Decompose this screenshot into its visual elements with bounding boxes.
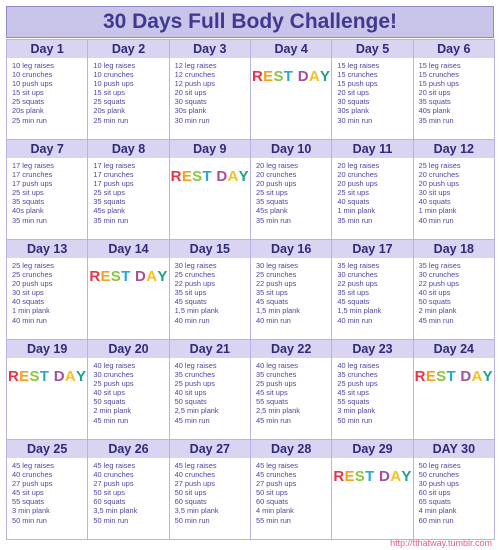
exercise-item: 1 min plank	[337, 206, 376, 216]
exercise-list	[332, 358, 412, 425]
exercise-list	[170, 258, 250, 325]
exercise-item: 10 push ups	[12, 79, 53, 89]
exercise-item: 45s plank	[93, 206, 125, 216]
exercise-item: 55 squats	[256, 397, 289, 407]
exercise-item: 30 squats	[337, 97, 370, 107]
exercise-item: 60 squats	[256, 497, 289, 507]
exercise-item: 35 min run	[12, 215, 47, 225]
exercise-item: 20 push ups	[256, 179, 297, 189]
day-label: Day 22	[251, 340, 331, 358]
exercise-item: 35 leg raises	[337, 261, 380, 270]
exercise-list	[7, 158, 87, 225]
day-label: Day 19	[7, 340, 87, 358]
exercise-item: 65 squats	[418, 497, 451, 507]
exercise-item: 25 push ups	[337, 379, 378, 389]
exercise-item: 50 min run	[174, 515, 210, 525]
day-label: Day 6	[414, 40, 494, 58]
exercise-item: 12 leg raises	[174, 61, 217, 70]
exercise-item: 45s plank	[256, 206, 288, 216]
exercise-item: 25 leg raises	[418, 161, 461, 170]
exercise-item: 40s plank	[418, 106, 451, 116]
exercise-item: 50 min run	[337, 415, 373, 425]
exercise-item: 20s plank	[12, 106, 44, 116]
exercise-item: 3,5 min plank	[174, 506, 219, 516]
exercise-list	[170, 458, 250, 525]
exercise-item: 20 push ups	[418, 179, 459, 189]
exercise-item: 1,5 min plank	[337, 306, 382, 316]
exercise-item: 45 sit ups	[12, 488, 44, 498]
exercise-item: 45 squats	[256, 297, 289, 307]
day-label: Day 25	[7, 440, 87, 458]
watermark-url: http://tthatway.tumblr.com	[390, 538, 492, 548]
exercise-item: 35 min run	[93, 215, 129, 225]
exercise-item: 25 push ups	[93, 379, 134, 389]
day-cell	[332, 240, 413, 340]
exercise-item: 40 leg raises	[256, 361, 298, 370]
exercise-item: 40 crunches	[93, 470, 134, 480]
exercise-item: 27 push ups	[174, 479, 215, 489]
exercise-item: 30 leg raises	[256, 261, 298, 270]
day-cell	[88, 340, 169, 440]
exercise-item: 15 sit ups	[12, 88, 44, 98]
exercise-item: 30 squats	[174, 97, 207, 107]
exercise-item: 25 crunches	[12, 270, 53, 280]
exercise-item: 25 crunches	[174, 270, 215, 280]
day-label: Day 16	[251, 240, 331, 258]
exercise-item: 40 squats	[418, 197, 451, 207]
day-label: Day 18	[414, 240, 494, 258]
exercise-item: 50 sit ups	[174, 488, 207, 498]
exercise-item: 10 push ups	[93, 79, 134, 89]
exercise-item: 50 squats	[418, 297, 451, 307]
exercise-list	[332, 158, 412, 225]
exercise-item: 40 sit ups	[93, 388, 125, 398]
rest-day-label: REST DAY	[170, 168, 249, 185]
exercise-list	[88, 458, 168, 525]
day-label: Day 11	[332, 140, 412, 158]
exercise-item: 35 sit ups	[174, 288, 207, 298]
day-label: Day 1	[7, 40, 87, 58]
exercise-item: 45 min run	[256, 415, 291, 425]
exercise-list	[332, 58, 412, 125]
exercise-list	[332, 258, 412, 325]
exercise-list	[170, 358, 250, 425]
day-cell	[251, 140, 332, 240]
exercise-item: 40s plank	[12, 206, 44, 216]
day-cell	[332, 40, 413, 140]
exercise-list	[88, 358, 168, 425]
day-grid	[6, 39, 495, 540]
exercise-item: 20 sit ups	[174, 88, 207, 98]
day-cell	[414, 340, 495, 440]
day-label: Day 12	[414, 140, 494, 158]
exercise-item: 30s plank	[174, 106, 207, 116]
day-cell	[251, 240, 332, 340]
exercise-item: 25 squats	[93, 97, 126, 107]
exercise-item: 35 min run	[337, 215, 373, 225]
exercise-item: 40 leg raises	[174, 361, 217, 370]
exercise-item: 45 squats	[337, 297, 370, 307]
exercise-item: 2 min plank	[418, 306, 457, 316]
day-cell	[7, 440, 88, 540]
day-cell	[7, 240, 88, 340]
exercise-item: 4 min plank	[418, 506, 457, 516]
day-label: Day 4	[251, 40, 331, 58]
exercise-list	[251, 158, 331, 225]
day-label: Day 14	[88, 240, 168, 258]
exercise-item: 40 sit ups	[418, 288, 451, 298]
exercise-item: 27 push ups	[93, 479, 134, 489]
day-label: Day 20	[88, 340, 168, 358]
exercise-item: 50 min run	[93, 515, 129, 525]
exercise-item: 35 squats	[12, 197, 45, 207]
exercise-item: 50 squats	[93, 397, 126, 407]
exercise-item: 35 leg raises	[418, 261, 461, 270]
exercise-item: 50 crunches	[418, 470, 459, 480]
exercise-item: 40 squats	[337, 197, 370, 207]
exercise-item: 17 leg raises	[93, 161, 136, 170]
poster-title: 30 Days Full Body Challenge!	[6, 6, 494, 38]
day-cell	[251, 40, 332, 140]
exercise-item: 30 min run	[174, 115, 210, 125]
exercise-list	[88, 158, 168, 225]
exercise-item: 55 squats	[12, 497, 45, 507]
exercise-item: 35 squats	[93, 197, 126, 207]
exercise-item: 60 squats	[93, 497, 126, 507]
day-cell	[88, 240, 169, 340]
exercise-item: 25 squats	[12, 97, 45, 107]
exercise-item: 20 crunches	[418, 170, 459, 180]
day-cell	[332, 440, 413, 540]
exercise-item: 15 crunches	[337, 70, 378, 80]
exercise-item: 22 push ups	[174, 279, 215, 289]
exercise-item: 25 sit ups	[337, 188, 369, 198]
exercise-item: 3 min plank	[12, 506, 50, 516]
exercise-item: 50 squats	[174, 397, 207, 407]
exercise-item: 50 leg raises	[418, 461, 461, 470]
day-cell	[7, 140, 88, 240]
exercise-item: 30 sit ups	[12, 288, 44, 298]
exercise-item: 17 push ups	[93, 179, 134, 189]
day-label: Day 15	[170, 240, 250, 258]
exercise-item: 40 min run	[418, 215, 454, 225]
day-label: Day 7	[7, 140, 87, 158]
day-label: DAY 30	[414, 440, 494, 458]
exercise-item: 50 min run	[12, 515, 47, 525]
exercise-item: 4 min plank	[256, 506, 294, 516]
exercise-item: 60 sit ups	[418, 488, 451, 498]
exercise-item: 25 min run	[12, 115, 47, 125]
exercise-list	[7, 258, 87, 325]
day-cell	[414, 40, 495, 140]
exercise-item: 50 sit ups	[256, 488, 288, 498]
day-label: Day 26	[88, 440, 168, 458]
exercise-item: 45 min run	[418, 315, 454, 325]
exercise-item: 22 push ups	[337, 279, 378, 289]
exercise-item: 1,5 min plank	[256, 306, 300, 316]
day-cell	[414, 140, 495, 240]
day-cell	[414, 240, 495, 340]
exercise-item: 15 sit ups	[93, 88, 125, 98]
exercise-item: 3,5 min plank	[93, 506, 138, 516]
exercise-item: 45 crunches	[256, 470, 297, 480]
exercise-item: 45 leg raises	[174, 461, 217, 470]
day-cell	[414, 440, 495, 540]
exercise-item: 20s plank	[93, 106, 125, 116]
exercise-item: 2,5 min plank	[256, 406, 300, 416]
exercise-item: 12 push ups	[174, 79, 215, 89]
exercise-item: 20 sit ups	[418, 88, 451, 98]
exercise-item: 35 squats	[256, 197, 289, 207]
exercise-item: 45 sit ups	[256, 388, 288, 398]
exercise-item: 45 squats	[174, 297, 207, 307]
day-label: Day 21	[170, 340, 250, 358]
exercise-list	[88, 58, 168, 125]
exercise-list	[251, 458, 331, 525]
exercise-item: 30 sit ups	[418, 188, 451, 198]
day-cell	[170, 440, 251, 540]
exercise-item: 20 push ups	[12, 279, 53, 289]
exercise-item: 17 crunches	[93, 170, 134, 180]
day-cell	[170, 140, 251, 240]
exercise-item: 55 squats	[337, 397, 370, 407]
exercise-item: 20 crunches	[337, 170, 378, 180]
exercise-item: 10 crunches	[12, 70, 53, 80]
exercise-item: 20 push ups	[337, 179, 378, 189]
exercise-item: 35 squats	[418, 97, 451, 107]
exercise-item: 17 leg raises	[12, 161, 54, 170]
exercise-item: 30 leg raises	[174, 261, 217, 270]
day-cell	[88, 140, 169, 240]
day-label: Day 10	[251, 140, 331, 158]
exercise-item: 27 push ups	[12, 479, 53, 489]
exercise-item: 20 leg raises	[337, 161, 380, 170]
exercise-item: 60 squats	[174, 497, 207, 507]
exercise-item: 10 leg raises	[93, 61, 136, 70]
exercise-item: 35 crunches	[337, 370, 378, 380]
day-label: Day 13	[7, 240, 87, 258]
exercise-item: 30 crunches	[337, 270, 378, 280]
exercise-item: 25 crunches	[256, 270, 297, 280]
day-cell	[170, 240, 251, 340]
exercise-item: 45 leg raises	[93, 461, 136, 470]
exercise-item: 35 sit ups	[256, 288, 288, 298]
day-cell	[88, 40, 169, 140]
exercise-item: 40 min run	[256, 315, 291, 325]
exercise-item: 22 push ups	[418, 279, 459, 289]
exercise-list	[414, 158, 494, 225]
exercise-item: 30 crunches	[93, 370, 134, 380]
exercise-list	[170, 58, 250, 125]
exercise-item: 40 min run	[12, 315, 47, 325]
exercise-list	[414, 458, 494, 525]
day-cell	[251, 340, 332, 440]
day-cell	[332, 140, 413, 240]
exercise-item: 35 crunches	[256, 370, 297, 380]
day-cell	[7, 340, 88, 440]
exercise-item: 25 leg raises	[12, 261, 54, 270]
exercise-item: 40 crunches	[174, 470, 215, 480]
exercise-item: 45 min run	[174, 415, 210, 425]
exercise-item: 15 push ups	[418, 79, 459, 89]
exercise-item: 25 push ups	[174, 379, 215, 389]
day-label: Day 8	[88, 140, 168, 158]
rest-day-label: REST DAY	[89, 268, 168, 285]
exercise-item: 45 leg raises	[256, 461, 298, 470]
day-cell	[88, 440, 169, 540]
exercise-item: 25 min run	[93, 115, 129, 125]
exercise-list	[7, 58, 87, 125]
exercise-item: 25 push ups	[256, 379, 297, 389]
exercise-item: 30 min run	[337, 115, 373, 125]
exercise-item: 10 leg raises	[12, 61, 54, 70]
exercise-item: 15 leg raises	[337, 61, 380, 70]
exercise-item: 12 crunches	[174, 70, 215, 80]
exercise-item: 45 sit ups	[337, 388, 369, 398]
exercise-item: 20 sit ups	[337, 88, 369, 98]
day-label: Day 23	[332, 340, 412, 358]
exercise-item: 1,5 min plank	[174, 306, 219, 316]
exercise-item: 40 crunches	[12, 470, 53, 480]
day-label: Day 3	[170, 40, 250, 58]
exercise-item: 3 min plank	[337, 406, 376, 416]
exercise-item: 40 sit ups	[174, 388, 207, 398]
exercise-item: 45 min run	[93, 415, 129, 425]
exercise-item: 17 push ups	[12, 179, 53, 189]
exercise-item: 40 leg raises	[93, 361, 136, 370]
exercise-item: 55 min run	[256, 515, 291, 525]
exercise-item: 30 crunches	[418, 270, 459, 280]
rest-day-label: REST DAY	[252, 68, 331, 85]
day-cell	[170, 340, 251, 440]
rest-day-label: REST DAY	[414, 368, 493, 385]
exercise-item: 25 sit ups	[12, 188, 44, 198]
exercise-item: 60 min run	[418, 515, 454, 525]
day-label: Day 28	[251, 440, 331, 458]
exercise-item: 22 push ups	[256, 279, 297, 289]
day-label: Day 9	[170, 140, 250, 158]
exercise-item: 20 crunches	[256, 170, 297, 180]
exercise-item: 17 crunches	[12, 170, 53, 180]
exercise-list	[251, 258, 331, 325]
exercise-item: 35 sit ups	[337, 288, 369, 298]
exercise-item: 40 min run	[337, 315, 373, 325]
day-label: Day 27	[170, 440, 250, 458]
exercise-item: 45 leg raises	[12, 461, 54, 470]
day-label: Day 24	[414, 340, 494, 358]
exercise-item: 25 sit ups	[256, 188, 288, 198]
day-label: Day 17	[332, 240, 412, 258]
day-cell	[332, 340, 413, 440]
exercise-item: 30 push ups	[418, 479, 459, 489]
day-label: Day 2	[88, 40, 168, 58]
exercise-item: 10 crunches	[93, 70, 134, 80]
day-label: Day 29	[332, 440, 412, 458]
exercise-item: 20 leg raises	[256, 161, 298, 170]
day-cell	[251, 440, 332, 540]
exercise-item: 35 crunches	[174, 370, 215, 380]
exercise-item: 15 crunches	[418, 70, 459, 80]
exercise-item: 1 min plank	[12, 306, 50, 316]
exercise-item: 35 min run	[256, 215, 291, 225]
exercise-item: 40 min run	[174, 315, 210, 325]
exercise-item: 40 leg raises	[337, 361, 380, 370]
exercise-item: 2 min plank	[93, 406, 132, 416]
exercise-item: 15 push ups	[337, 79, 378, 89]
rest-day-label: REST DAY	[8, 368, 87, 385]
exercise-item: 40 squats	[12, 297, 45, 307]
rest-day-label: REST DAY	[333, 468, 412, 485]
day-label: Day 5	[332, 40, 412, 58]
exercise-item: 1 min plank	[418, 206, 457, 216]
exercise-item: 30s plank	[337, 106, 369, 116]
exercise-item: 50 sit ups	[93, 488, 125, 498]
exercise-item: 15 leg raises	[418, 61, 461, 70]
day-cell	[170, 40, 251, 140]
exercise-item: 25 sit ups	[93, 188, 125, 198]
exercise-item: 27 push ups	[256, 479, 297, 489]
exercise-list	[414, 258, 494, 325]
exercise-item: 35 min run	[418, 115, 454, 125]
exercise-item: 2,5 min plank	[174, 406, 219, 416]
exercise-list	[7, 458, 87, 525]
exercise-list	[251, 358, 331, 425]
exercise-list	[414, 58, 494, 125]
day-cell	[7, 40, 88, 140]
